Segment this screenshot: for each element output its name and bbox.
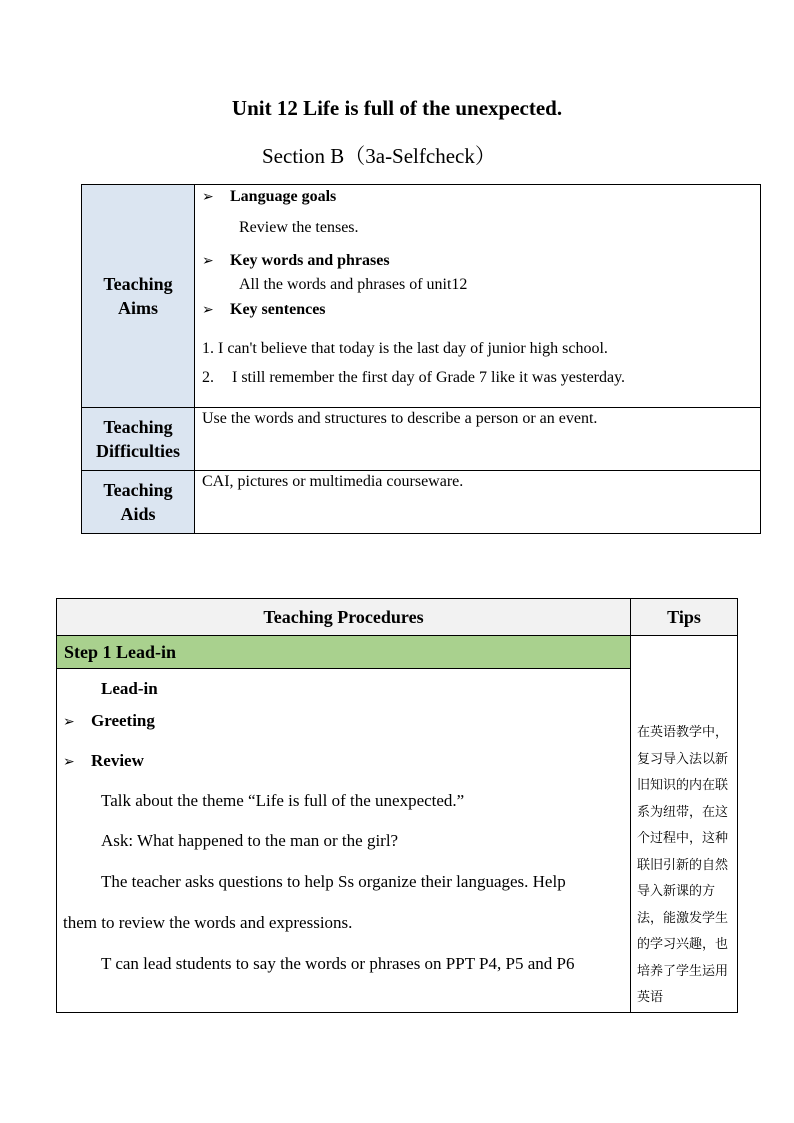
lead-in-subheading: Lead-in [101,679,158,699]
review-item [63,751,624,771]
step-1-body [57,669,631,1012]
greeting-item [63,711,624,731]
procedure-paragraph-3-continued: them to review the words and expressions. [63,913,353,933]
sentence-2-number: 2. [202,369,214,386]
key-sentences-heading [202,299,760,321]
key-sentence-2 [202,368,760,388]
language-goals-heading [202,186,760,208]
document-title: Unit 12 Life is full of the unexpected. [231,96,563,120]
arrow-bullet-icon: ➢ [63,715,75,731]
difficulties-label-line-1: Teaching [103,417,173,437]
procedures-column-header: Teaching Procedures [57,599,631,636]
step-1-heading: Step 1 Lead-in [57,636,631,669]
difficulties-label-line-2: Difficulties [96,441,180,461]
key-words-heading [202,250,760,272]
procedure-paragraph-2: Ask: What happened to the man or the girl? [101,831,399,851]
sentence-2-text: I still remember the first day of Grade 7 like it was yesterday. [232,369,626,386]
tips-cell: 在英语教学中，复习导入法以新旧知识的内在联系为纽带，在这个过程中，这种联旧引新的自然导入新课的方法，能激发学生的学习兴趣，也培养了学生运用英语 [631,636,738,1013]
greeting-label: Greeting [91,711,155,731]
teaching-aims-table [81,184,761,534]
tips-column-header: Tips [631,599,738,636]
teaching-procedures-table [56,598,738,1013]
aims-label-line-2: Aims [118,298,158,318]
arrow-bullet-icon: ➢ [202,189,214,205]
procedure-paragraph-3: The teacher asks questions to help Ss organize their languages. Help [101,872,566,892]
aims-label-line-1: Teaching [103,274,173,294]
review-label: Review [91,751,144,771]
key-words-text: All the words and phrases of unit12 [239,276,468,293]
aids-label-line-2: Aids [120,504,156,524]
teaching-difficulties-text: Use the words and structures to describe a person or an event. [195,408,761,471]
teaching-aids-label [82,471,195,534]
teaching-aids-text: CAI, pictures or multimedia courseware. [195,471,761,534]
language-goals-title: Language goals [230,188,337,205]
language-goals-text: Review the tenses. [239,219,359,236]
teaching-difficulties-label [82,408,195,471]
aids-label-line-1: Teaching [103,480,173,500]
procedure-paragraph-4: T can lead students to say the words or phrases on PPT P4, P5 and P6 [101,954,575,974]
teaching-aims-label [82,185,195,408]
key-words-title: Key words and phrases [230,252,390,269]
section-subtitle: Section B（3a-Selfcheck） [262,144,496,168]
arrow-bullet-icon: ➢ [202,253,214,269]
procedure-paragraph-1: Talk about the theme “Life is full of the unexpected.” [101,791,465,811]
key-sentences-title: Key sentences [230,301,326,318]
teaching-aims-content [195,185,761,408]
arrow-bullet-icon: ➢ [63,755,75,771]
arrow-bullet-icon: ➢ [202,302,214,318]
key-sentence-1: 1. I can't believe that today is the last day of junior high school. [202,340,608,357]
